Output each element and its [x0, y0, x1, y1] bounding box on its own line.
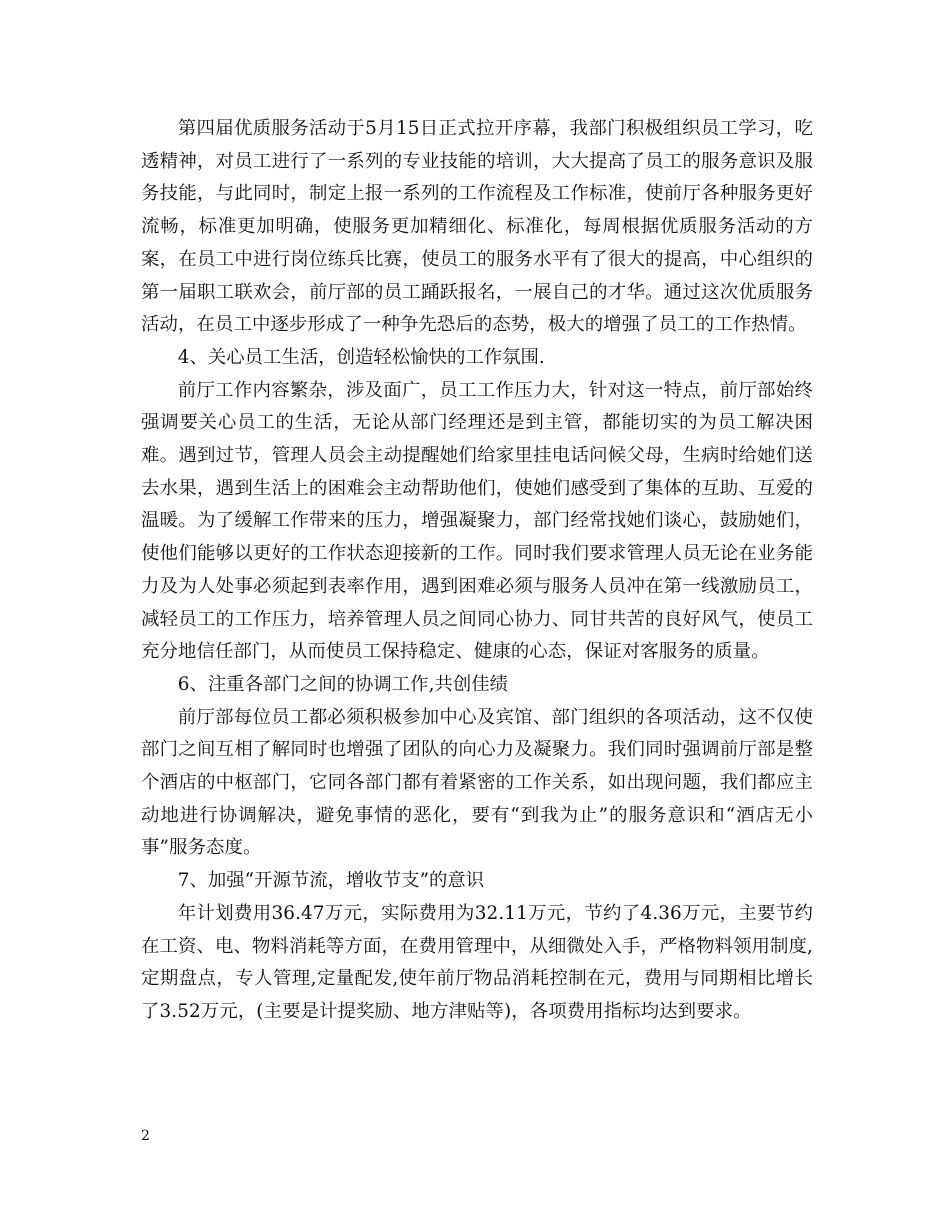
paragraph-employee-care: 前厅工作内容繁杂，涉及面广，员工工作压力大，针对这一特点，前厅部始终强调要关心员工的生活，无论从部门经理还是到主管，都能切实的为员工解决困难。遇到过节，管理人员会主动提醒她们给家里挂电话问候父母，生病时给她们送去水果，遇到生活上的困难会主动帮助他们，使她们感受到了集体的互助、互爱的温暖。为了缓解工作带来的压力，增强凝聚力，部门经常找她们谈心，鼓励她们，使他们能够以更好的工作状态迎接新的工作。同时我们要求管理人员无论在业务能力及为人处事必须起到表率作用，遇到困难必须与服务人员冲在第一线激励员工，减轻员工的工作压力，培养管理人员之间同心协力、同甘共苦的良好风气，使员工充分地信任部门，从而使员工保持稳定、健康的心态，保证对客服务的质量。: [141, 379, 813, 663]
section-heading-6: 6、注重各部门之间的协调工作,共创佳绩: [177, 673, 508, 695]
paragraph-service-activity: 第四届优质服务活动于5月15日正式拉开序幕，我部门积极组织员工学习，吃透精神，对员工进行了一系列的专业技能的培训，大大提高了员工的服务意识及服务技能，与此同时，制定上报一系列的工作流程及工作标准，使前厅各种服务更好流畅，标准更加明确，使服务更加精细化、标准化，每周根据优质服务活动的方案，在员工中进行岗位练兵比赛，使员工的服务水平有了很大的提高，中心组织的第一届职工联欢会，前厅部的员工踊跃报名，一展自己的才华。通过这次优质服务活动，在员工中逐步形成了一种争先恐后的态势，极大的增强了员工的工作热情。: [141, 118, 813, 336]
paragraph-coordination: 前厅部每位员工都必须积极参加中心及宾馆、部门组织的各项活动，这不仅使部门之间互相了解同时也增强了团队的向心力及凝聚力。我们同时强调前厅部是整个酒店的中枢部门，它同各部门都有着紧密的工作关系，如出现问题，我们都应主动地进行协调解决，避免事情的恶化，要有“到我为止”的服务意识和“酒店无小事”服务态度。: [141, 706, 813, 859]
section-heading-7: 7、加强“开源节流，增收节支”的意识: [177, 870, 485, 892]
page-number: 2: [141, 1128, 150, 1144]
section-heading-4: 4、关心员工生活，创造轻松愉快的工作氛围.: [177, 346, 545, 368]
document-body: [141, 113, 813, 1029]
paragraph-cost-control: 年计划费用36.47万元，实际费用为32.11万元，节约了4.36万元，主要节约在工资、电、物料消耗等方面，在费用管理中，从细微处入手，严格物料领用制度,定期盘点，专人管理,定量配发,使年前厅物品消耗控制在元，费用与同期相比增长了3.52万元，(主要是计提奖励、地方津贴等)，各项费用指标均达到要求。: [141, 902, 813, 1022]
